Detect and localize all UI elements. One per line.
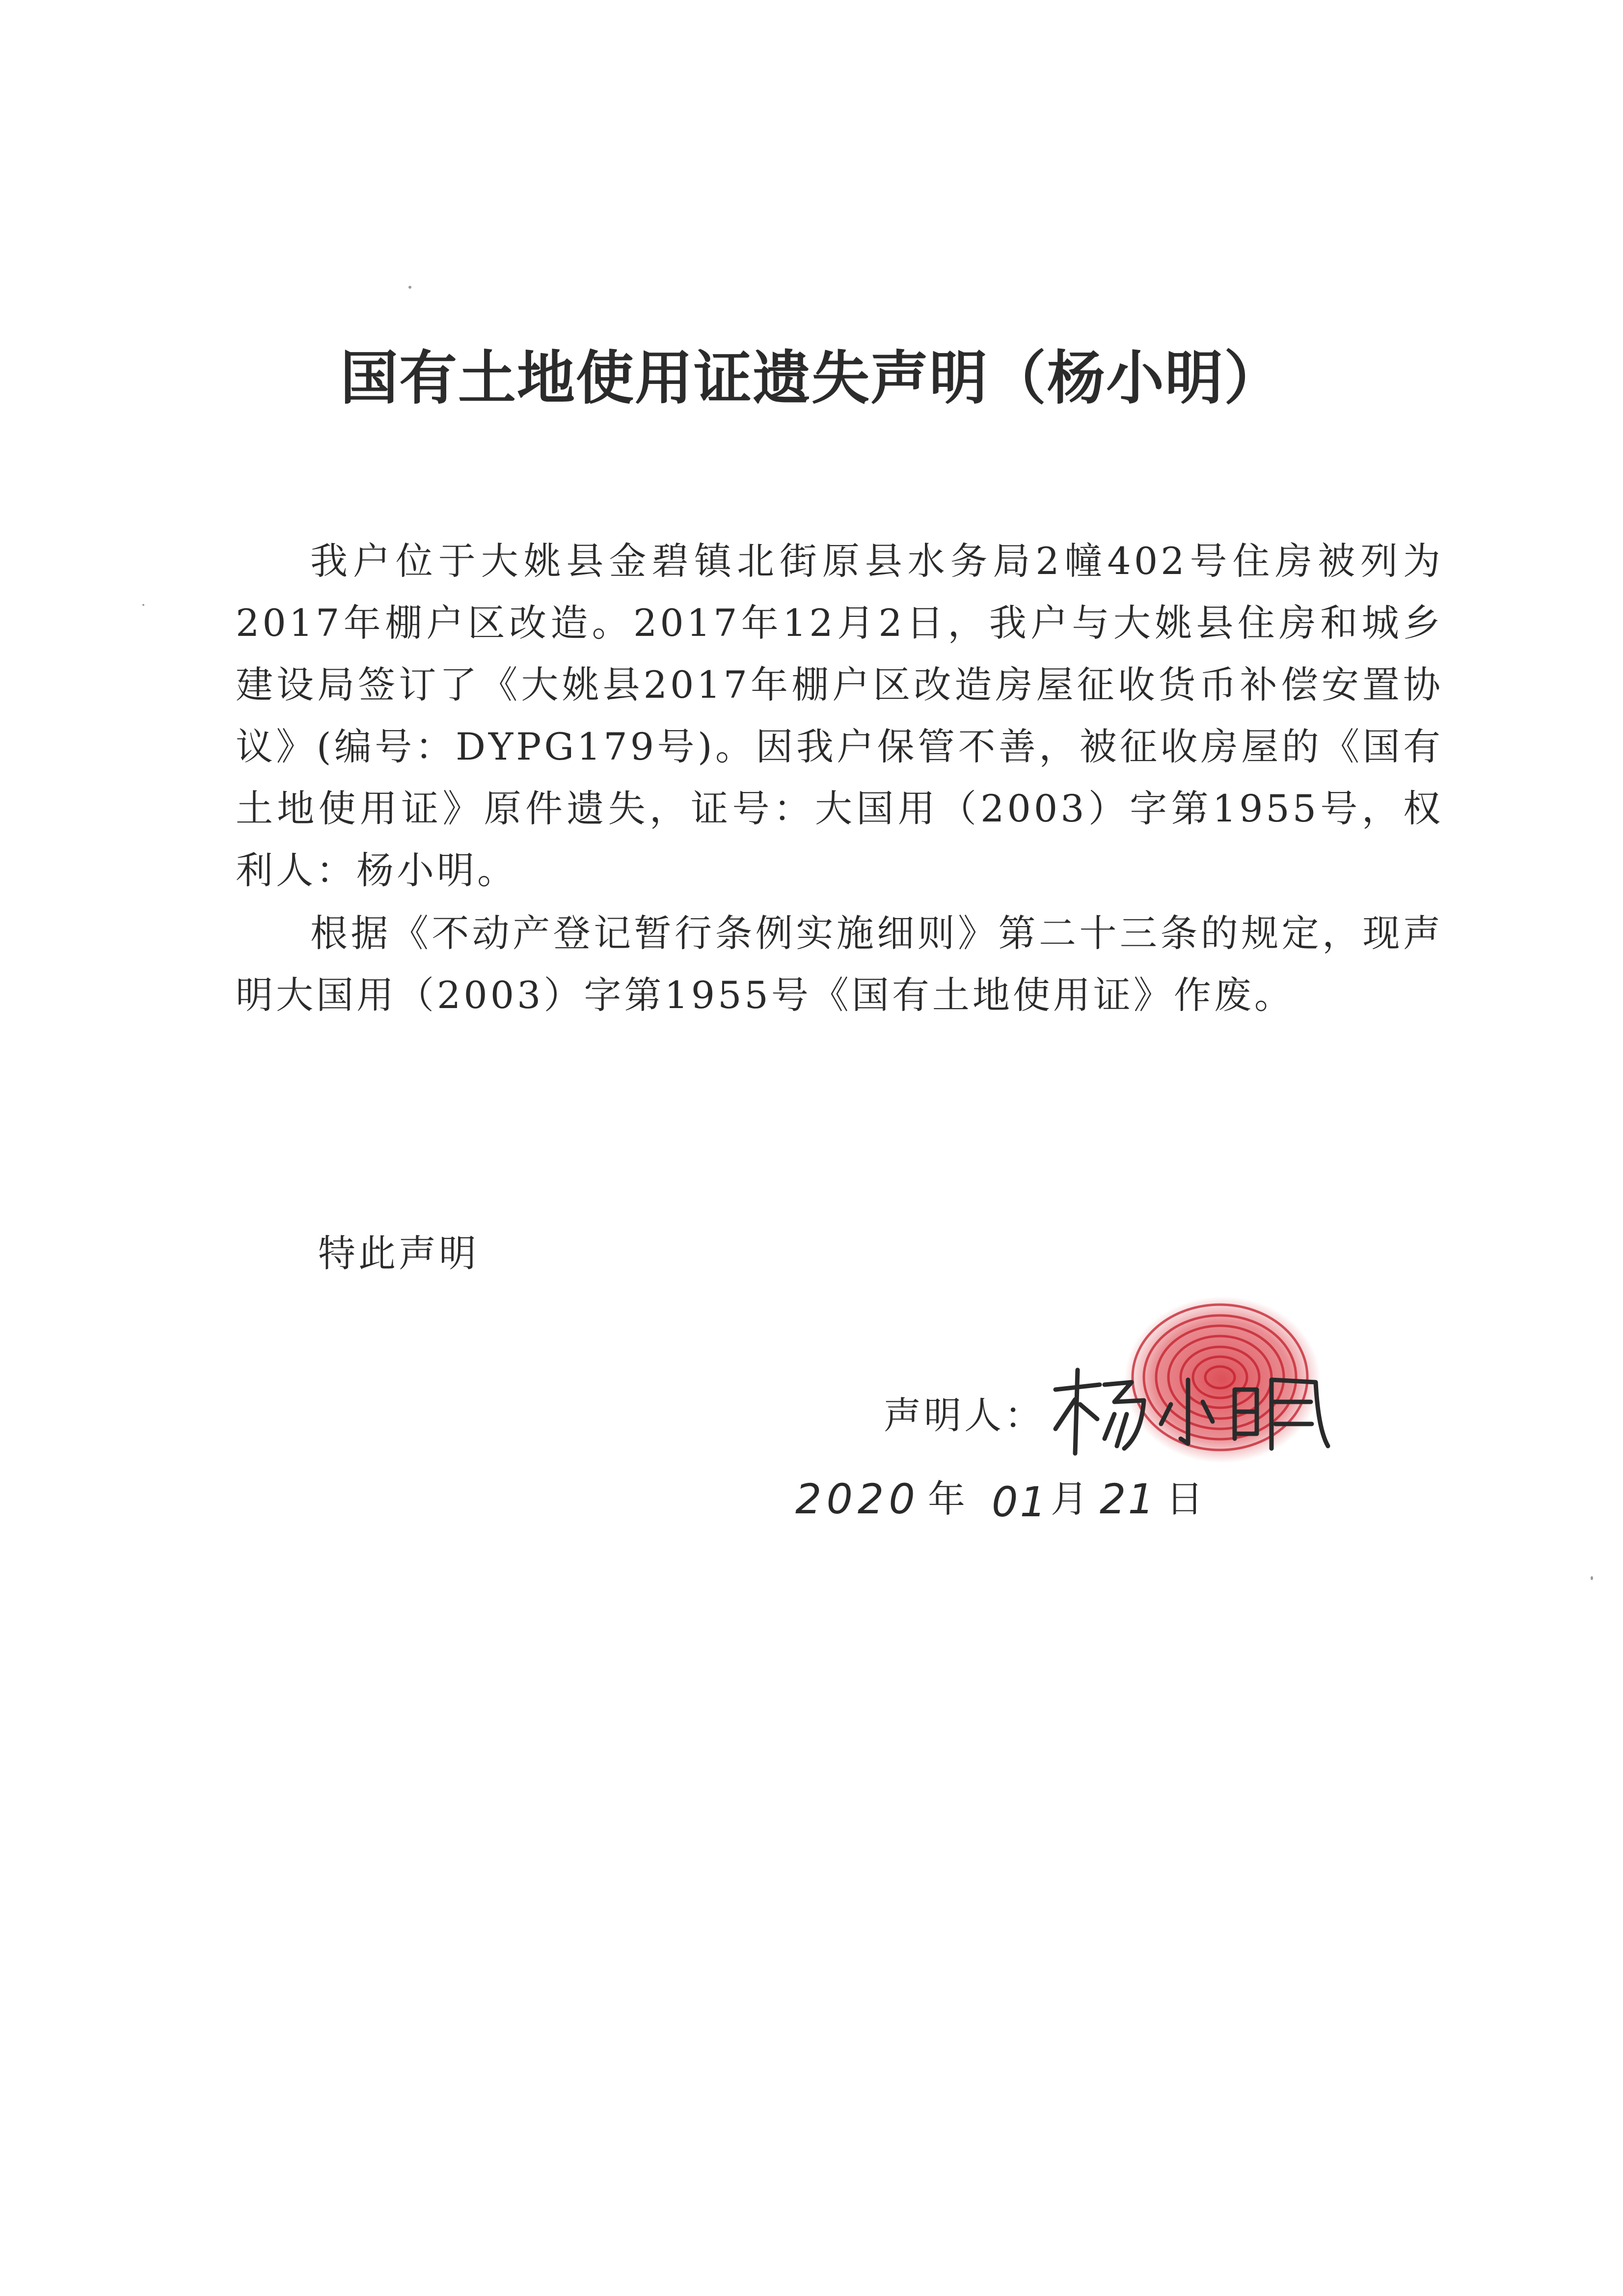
closing-statement: 特此声明	[318, 1231, 479, 1275]
date-month-char: 月	[1051, 1477, 1090, 1521]
document-body	[236, 530, 1443, 1026]
body-paragraph-2: 根据《不动产登记暂行条例实施细则》第二十三条的规定，现声明大国用（2003）字第1955号《国有土地使用证》作废。	[236, 911, 1443, 1017]
handwritten-signature	[1041, 1355, 1345, 1463]
document-title: 国有土地使用证遗失声明（杨小明）	[340, 344, 1283, 412]
declaration-date	[795, 1458, 1237, 1537]
scan-speck	[1591, 1576, 1593, 1580]
scan-speck	[142, 604, 144, 606]
date-year: 2020	[795, 1475, 920, 1523]
date-month: 01	[992, 1478, 1048, 1526]
declarant-label: 声明人：	[884, 1394, 1045, 1437]
date-day: 21	[1100, 1475, 1156, 1523]
body-paragraph-1: 我户位于大姚县金碧镇北街原县水务局2幢402号住房被列为2017年棚户区改造。2017年12月2日，我户与大姚县住房和城乡建设局签订了《大姚县2017年棚户区改造房屋征收货币补偿安置协议》(编号：DYPG179号)。因我户保管不善，被征收房屋的《国有土地使用证》原件遗失，证号：大国用（2003）字第1955号，权利人：杨小明。	[236, 539, 1443, 892]
scan-speck	[408, 286, 411, 289]
date-year-char: 年	[928, 1477, 967, 1521]
date-day-char: 日	[1166, 1477, 1205, 1521]
